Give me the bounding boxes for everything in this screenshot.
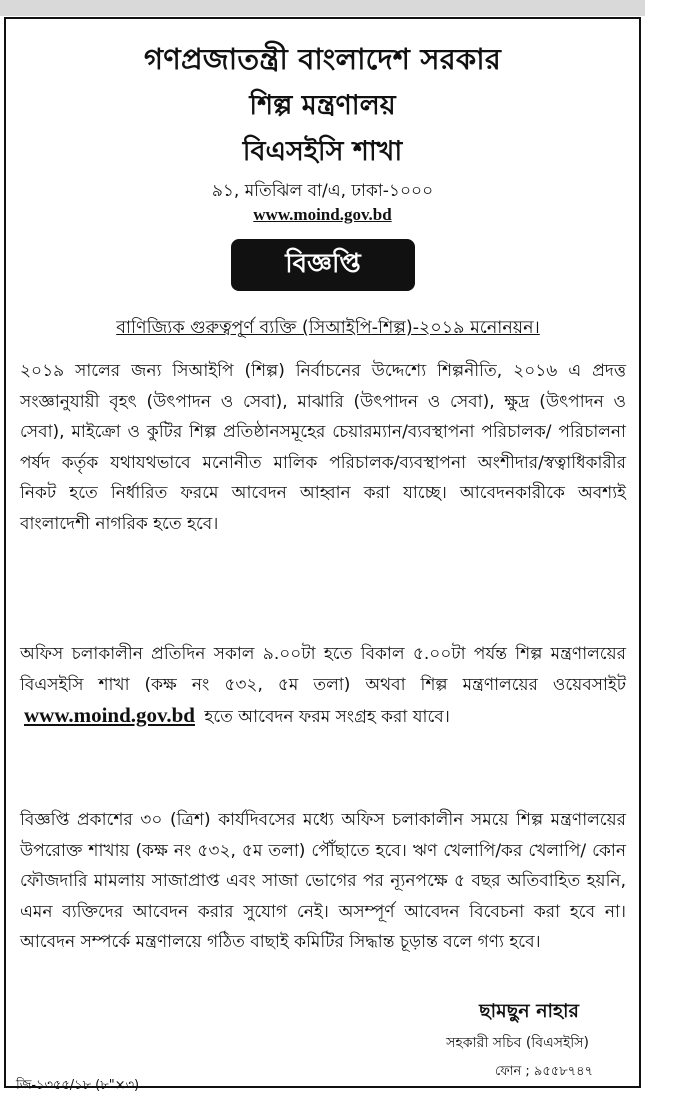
paragraph-2-text-after: হতে আবেদন ফরম সংগ্রহ করা যাবে।	[204, 707, 450, 727]
website-link[interactable]: www.moind.gov.bd	[253, 205, 392, 224]
address-line: ৯১, মতিঝিল বা/এ, ঢাকা-১০০০	[211, 181, 434, 201]
reference-number: জি-১৩৫৫/১৮ (৮"×৩)	[16, 1078, 140, 1093]
notice-subject: বাণিজ্যিক গুরুত্বপূর্ণ ব্যক্তি (সিআইপি-শিল্প)-২০১৯ মনোনয়ন।	[116, 318, 540, 338]
top-gray-bar	[0, 0, 645, 16]
inline-website-link[interactable]: www.moind.gov.bd	[24, 703, 195, 727]
paragraph-2-text-before: অফিস চলাকালীন প্রতিদিন সকাল ৯.০০টা হতে বিকাল ৫.০০টা পর্যন্ত শিল্প মন্ত্রণালয়ের বিএসইসি শাখা (কক্ষ নং ৫৩২, ৫ম তলা) অথবা শিল্প মন্ত্রণালয়ের ওয়েবসাইট	[20, 644, 626, 695]
signatory-phone: ফোন ; ৯৫৫৮৭৪৭	[494, 1064, 593, 1079]
ministry-title: শিল্প মন্ত্রণালয়	[249, 90, 396, 121]
notice-badge: বিজ্ঞপ্তি	[231, 239, 415, 291]
branch-title: বিএসইসি শাখা	[242, 136, 403, 167]
government-title: গণপ্রজাতন্ত্রী বাংলাদেশ সরকার	[144, 42, 501, 76]
paragraph-1: ২০১৯ সালের জন্য সিআইপি (শিল্প) নির্বাচনের উদ্দেশ্যে শিল্পনীতি, ২০১৬ এ প্রদত্ত সংজ্ঞানুযায়ী বৃহৎ (উৎপাদন ও সেবা), মাঝারি (উৎপাদন ও সেবা), ক্ষুদ্র (উৎপাদন ও সেবা), মাইক্রো ও কুটির শিল্প প্রতিষ্ঠানসমূহের চেয়ারম্যান/ব্যবস্থাপনা পরিচালক/ পরিচালনা পর্ষদ কর্তৃক যথাযথভাবে মনোনীত মালিক পরিচালক/ব্যবস্থাপনা অংশীদার/স্বত্বাধিকারীর নিকট হতে নির্ধারিত ফরমে আবেদন আহ্বান করা যাচ্ছে। আবেদনকারীকে অবশ্যই বাংলাদেশী নাগরিক হতে হবে।	[20, 361, 626, 534]
paragraph-2	[20, 639, 626, 733]
signatory-title: সহকারী সচিব (বিএসইসি)	[446, 1035, 589, 1051]
paragraph-3: বিজ্ঞপ্তি প্রকাশের ৩০ (ত্রিশ) কার্যদিবসের মধ্যে অফিস চলাকালীন সময়ে শিল্প মন্ত্রণালয়ের উপরোক্ত শাখায় (কক্ষ নং ৫৩২, ৫ম তলা) পৌঁছাতে হবে। ঋণ খেলাপি/কর খেলাপি/ কোন ফৌজদারি মামলায় সাজাপ্রাপ্ত এবং সাজা ভোগের পর ন্যূনপক্ষে ৫ বছর অতিবাহিত হয়নি, এমন ব্যক্তিদের আবেদন করার সুযোগ নেই। অসম্পূর্ণ আবেদন বিবেচনা করা হবে না। আবেদন সম্পর্কে মন্ত্রণালয়ে গঠিত বাছাই কমিটির সিদ্ধান্ত চূড়ান্ত বলে গণ্য হবে।	[20, 810, 626, 952]
signatory-name: ছামছুন নাহার	[479, 1000, 579, 1022]
notice-frame	[4, 17, 641, 1093]
